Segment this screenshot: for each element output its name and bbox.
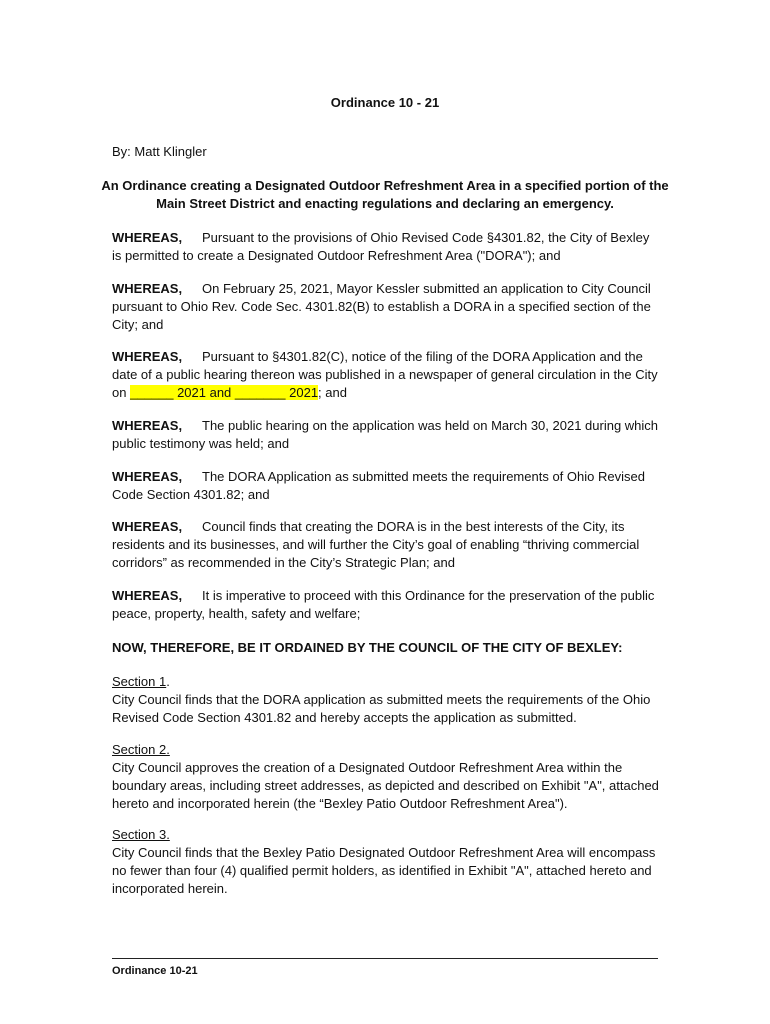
whereas-clause-4 [112,417,662,453]
ordinance-title: Ordinance 10 - 21 [330,95,440,110]
whereas-label: WHEREAS, [112,281,183,296]
whereas-text: Council finds that creating the DORA is in the best interests of the City, its residents and its businesses, and will further the City’s goal of enabling “thriving commercial corridors” as recommended in the City’s Strategic Plan; and [112,519,640,570]
whereas-label: WHEREAS, [112,519,183,534]
highlighted-dates: ______ 2021 and _______ 2021 [130,385,319,400]
whereas-label: WHEREAS, [112,230,183,245]
whereas-label: WHEREAS, [112,588,183,603]
whereas-text: Pursuant to §4301.82(C), notice of the filing of the DORA Application and the date of a public hearing thereon was published in a newspaper of general circulation in the City on [112,349,658,400]
section-2-heading [112,741,662,759]
whereas-label: WHEREAS, [112,469,183,484]
page-footer: Ordinance 10-21 [112,965,198,977]
author-byline: By: Matt Klingler [112,144,207,159]
section-body: City Council approves the creation of a Designated Outdoor Refreshment Area within the boundary areas, including street addresses, as depicted and described on Exhibit "A", attached hereto and incorporated herein (the “Bexley Patio Outdoor Refreshment Area"). [112,760,659,811]
section-title: Section 3. [112,827,170,842]
section-1-heading [112,673,662,691]
section-title-suffix: . [166,674,170,689]
whereas-clause-2 [112,280,662,334]
footer-divider [112,958,658,959]
whereas-text: It is imperative to proceed with this Ordinance for the preservation of the public peace, property, health, safety and welfare; [112,588,655,621]
whereas-text-tail: ; and [318,385,347,400]
section-title: Section 2. [112,742,170,757]
whereas-clause-6 [112,518,662,572]
section-body: City Council finds that the DORA application as submitted meets the requirements of the Ohio Revised Code Section 4301.82 and hereby accepts the application as submitted. [112,692,651,725]
section-3 [112,826,662,898]
whereas-clause-1 [112,229,662,265]
whereas-clause-5 [112,468,662,504]
whereas-clause-7 [112,587,662,623]
whereas-label: WHEREAS, [112,349,183,364]
whereas-label: WHEREAS, [112,418,183,433]
section-body: City Council finds that the Bexley Patio Designated Outdoor Refreshment Area will encompass no fewer than four (4) qualified permit holders, as identified in Exhibit "A", attached hereto and incorporated herein. [112,845,656,896]
ordinance-heading: An Ordinance creating a Designated Outdoor Refreshment Area in a specified portion of the Main Street District and enacting regulations and declaring an emergency. [101,178,669,211]
section-2 [112,741,662,813]
section-3-heading [112,826,662,844]
whereas-text: On February 25, 2021, Mayor Kessler submitted an application to City Council pursuant to Ohio Rev. Code Sec. 4301.82(B) to establish a DORA in a specified section of the City; and [112,281,651,332]
whereas-text: Pursuant to the provisions of Ohio Revised Code §4301.82, the City of Bexley is permitted to create a Designated Outdoor Refreshment Area ("DORA"); and [112,230,650,263]
whereas-clause-3 [112,348,662,402]
ordained-clause: NOW, THEREFORE, BE IT ORDAINED BY THE COUNCIL OF THE CITY OF BEXLEY: [112,640,623,655]
section-1 [112,673,662,727]
section-title: Section 1 [112,674,167,689]
whereas-text: The DORA Application as submitted meets the requirements of Ohio Revised Code Section 4301.82; and [112,469,645,502]
whereas-text: The public hearing on the application was held on March 30, 2021 during which public testimony was held; and [112,418,659,451]
